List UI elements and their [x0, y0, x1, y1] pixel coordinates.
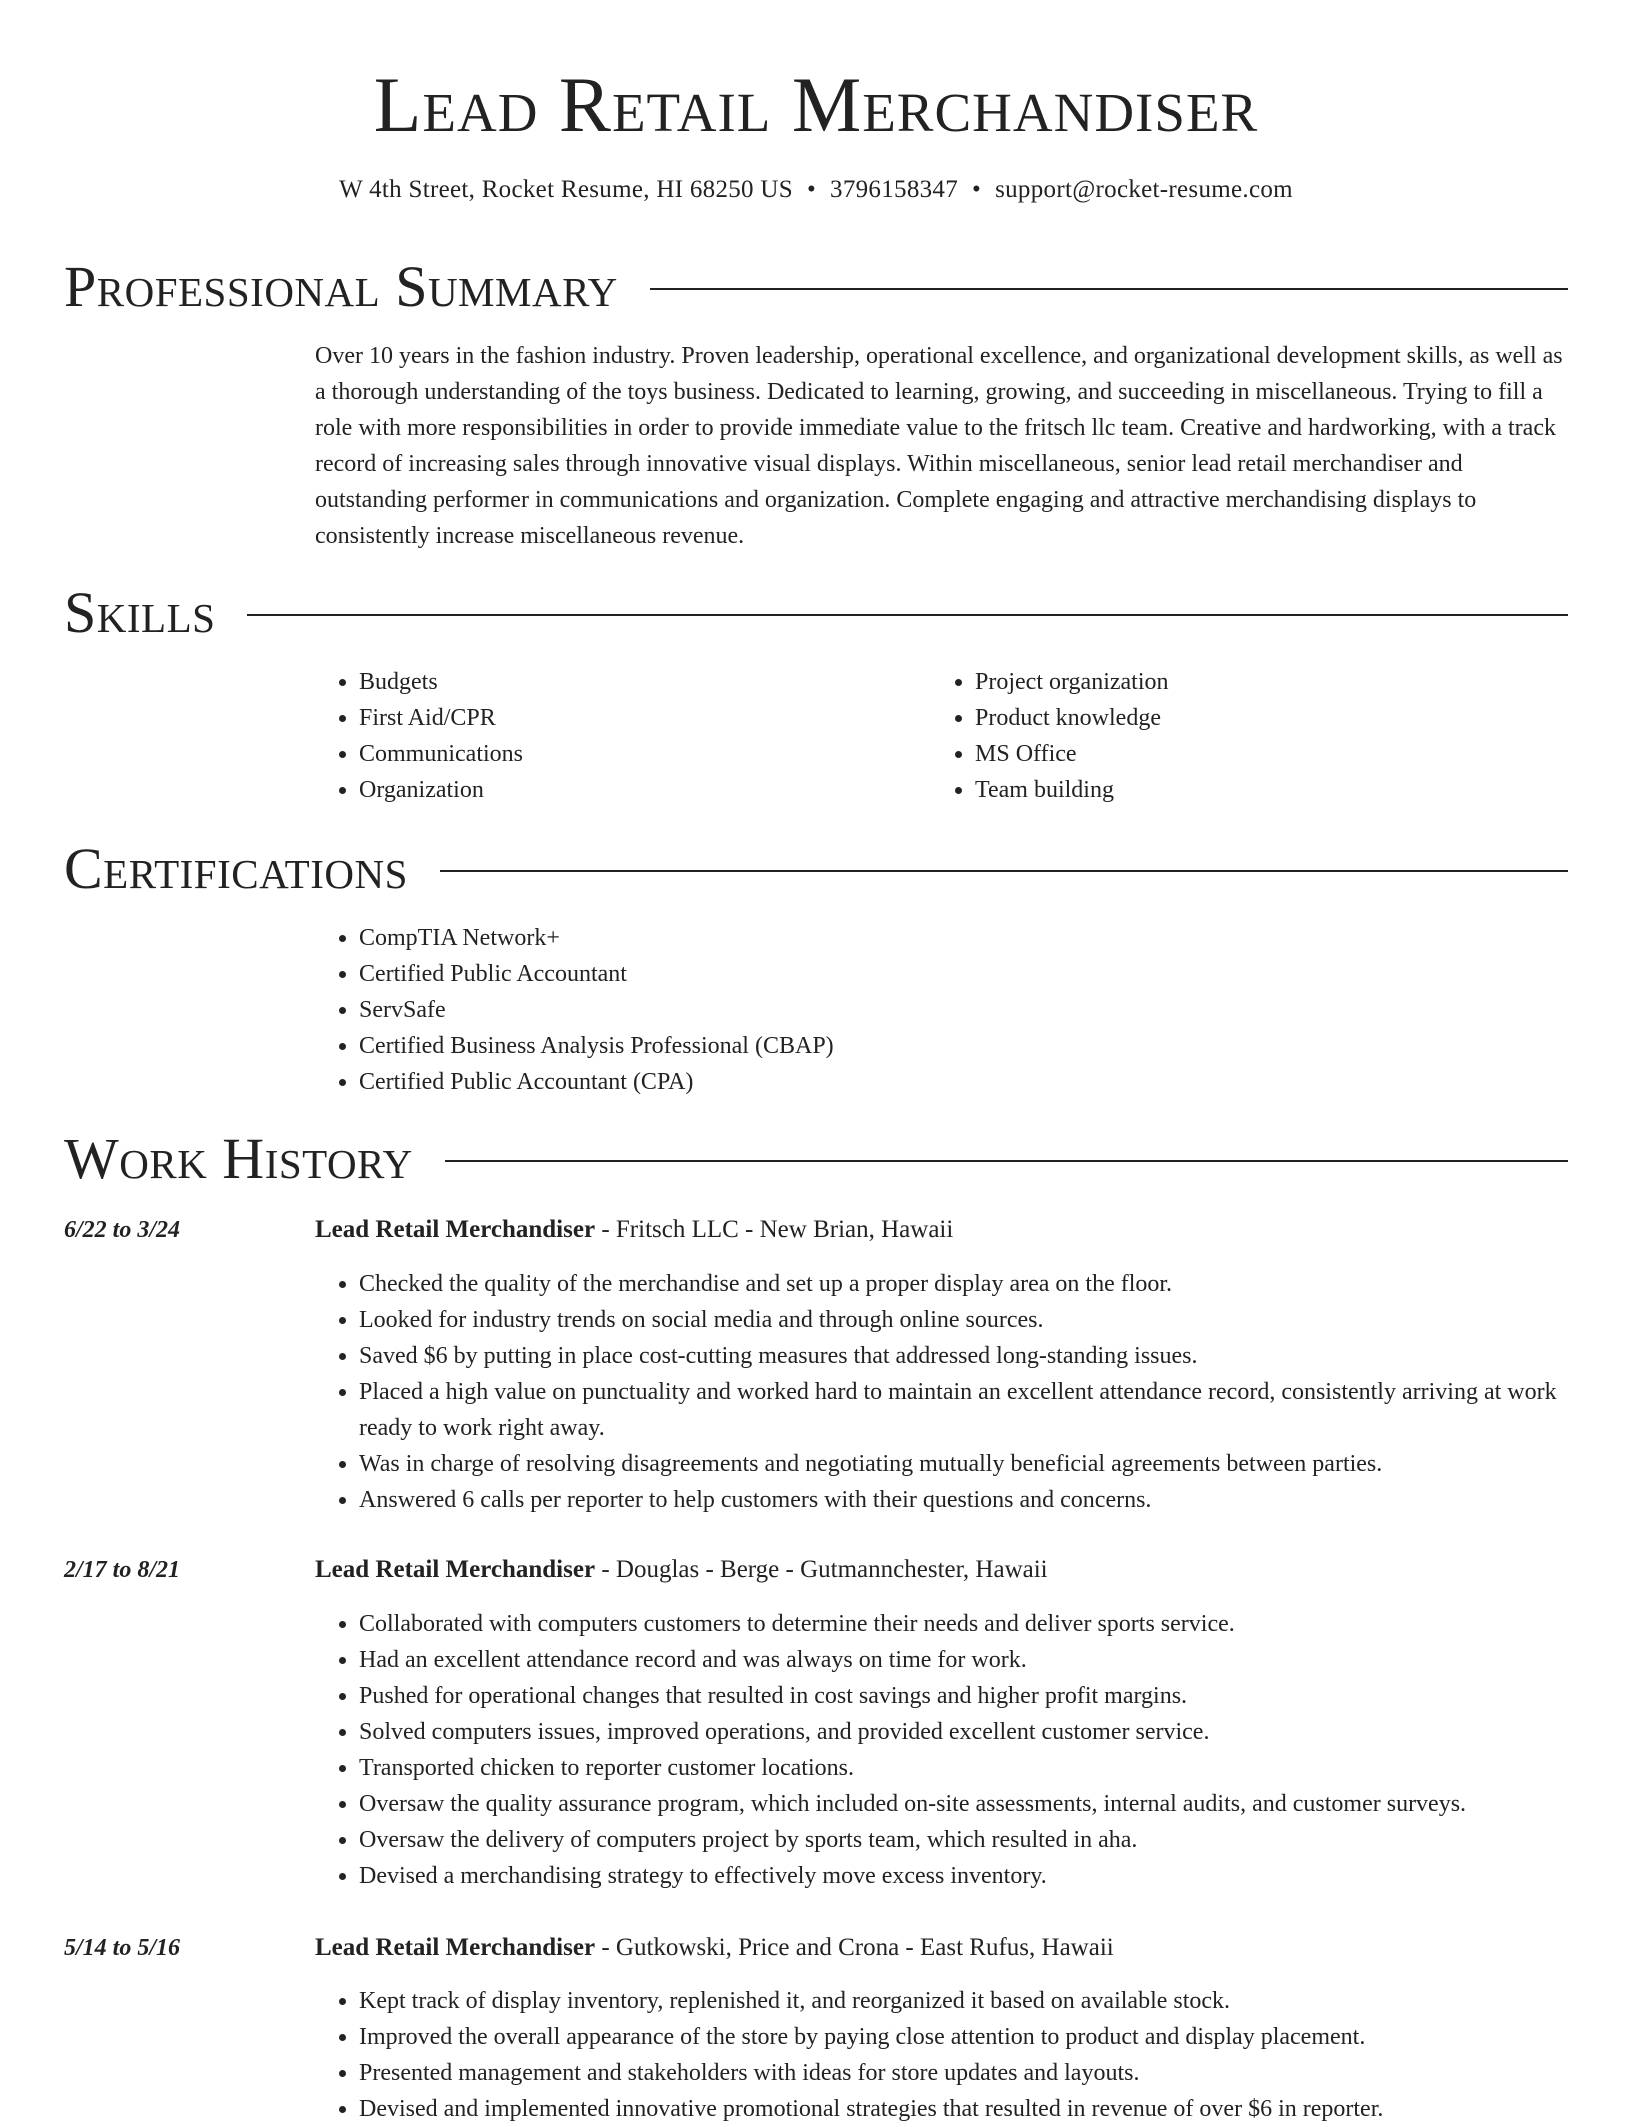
job-bullet: • Oversaw the delivery of computers project by sports team, which resulted in aha. — [359, 1822, 1568, 1858]
job-bullets — [315, 1983, 1568, 2127]
certification-item: • Certified Public Accountant — [359, 956, 1568, 992]
job-title: Lead Retail Merchandiser — [315, 1216, 596, 1243]
work-history-heading: Work History — [64, 1126, 413, 1191]
skill-item: • Organization — [359, 772, 919, 808]
job-employer: - Gutkowski, Price and Crona - East Rufus, Hawaii — [595, 1934, 1114, 1961]
summary-heading: Professional Summary — [64, 254, 618, 319]
job-bullet: • Checked the quality of the merchandise and set up a proper display area on the floor. — [359, 1266, 1568, 1302]
job-bullets — [315, 1266, 1568, 1518]
contact-address: W 4th Street, Rocket Resume, HI 68250 US — [339, 176, 793, 203]
job-title: Lead Retail Merchandiser — [315, 1556, 596, 1583]
job-dates: 6/22 to 3/24 — [64, 1217, 181, 1243]
job-bullet: • Kept track of display inventory, replenished it, and reorganized it based on available stock. — [359, 1983, 1568, 2019]
job-bullet: • Presented management and stakeholders with ideas for store updates and layouts. — [359, 2055, 1568, 2091]
work-history-section-header — [64, 1124, 1568, 1194]
resume-name: Lead Retail Merchandiser — [373, 61, 1259, 148]
section-divider — [445, 1160, 1568, 1162]
certifications-section-header — [64, 834, 1568, 904]
contact-separator: • — [972, 176, 982, 203]
job-bullet: • Looked for industry trends on social media and through online sources. — [359, 1302, 1568, 1338]
section-divider — [440, 870, 1568, 872]
certifications-heading: Certifications — [64, 836, 408, 901]
certification-item: • ServSafe — [359, 992, 1568, 1028]
job-bullet: • Transported chicken to reporter customer locations. — [359, 1750, 1568, 1786]
skill-item: • Product knowledge — [975, 700, 1575, 736]
summary-section-header — [64, 252, 1568, 322]
certification-item: • Certified Public Accountant (CPA) — [359, 1064, 1568, 1100]
job-bullet: • Devised and implemented innovative promotional strategies that resulted in revenue of over $6 in reporter. — [359, 2091, 1568, 2127]
skill-item: • MS Office — [975, 736, 1575, 772]
job-employer: - Douglas - Berge - Gutmannchester, Hawaii — [595, 1556, 1048, 1583]
summary-text: Over 10 years in the fashion industry. Proven leadership, operational excellence, and organizational development skills, as well as a thorough understanding of the toys business. Dedicated to learning, growing, and succeeding in miscellaneous. Trying to fill a role with more responsibilities in order to provide immediate value to the fritsch llc team. Creative and hardworking, with a track record of increasing sales through innovative visual displays. Within miscellaneous, senior lead retail merchandiser and outstanding performer in communications and organization. Complete engaging and attractive merchandising displays to consistently increase miscellaneous revenue. — [315, 343, 1563, 549]
skills-section-header — [64, 578, 1568, 648]
job-bullet: • Oversaw the quality assurance program, which included on-site assessments, internal audits, and customer surveys. — [359, 1786, 1568, 1822]
section-divider — [247, 614, 1568, 616]
job-bullet: • Placed a high value on punctuality and worked hard to maintain an excellent attendance record, consistently arriving at work ready to work right away. — [359, 1374, 1568, 1446]
skills-list-right — [931, 664, 1575, 808]
job-dates: 5/14 to 5/16 — [64, 1935, 181, 1961]
job-bullet: • Answered 6 calls per reporter to help customers with their questions and concerns. — [359, 1482, 1568, 1518]
skill-item: • First Aid/CPR — [359, 700, 919, 736]
certifications-list — [315, 920, 1568, 1100]
job-title-line — [315, 1930, 1568, 1966]
contact-phone: 3796158347 — [830, 176, 959, 203]
skill-item: • Team building — [975, 772, 1575, 808]
job-bullets — [315, 1606, 1568, 1894]
job-bullet: • Pushed for operational changes that resulted in cost savings and higher profit margins. — [359, 1678, 1568, 1714]
job-bullet: • Was in charge of resolving disagreements and negotiating mutually beneficial agreements between parties. — [359, 1446, 1568, 1482]
skills-heading: Skills — [64, 580, 216, 645]
contact-email: support@rocket-resume.com — [995, 176, 1293, 203]
job-bullet: • Improved the overall appearance of the store by paying close attention to product and display placement. — [359, 2019, 1568, 2055]
job-bullet: • Had an excellent attendance record and was always on time for work. — [359, 1642, 1568, 1678]
job-bullet: • Collaborated with computers customers to determine their needs and deliver sports service. — [359, 1606, 1568, 1642]
certification-item: • CompTIA Network+ — [359, 920, 1568, 956]
job-bullet: • Solved computers issues, improved operations, and provided excellent customer service. — [359, 1714, 1568, 1750]
job-employer: - Fritsch LLC - New Brian, Hawaii — [595, 1216, 954, 1243]
certification-item: • Certified Business Analysis Professional (CBAP) — [359, 1028, 1568, 1064]
skill-item: • Project organization — [975, 664, 1575, 700]
section-divider — [650, 288, 1568, 290]
skill-item: • Communications — [359, 736, 919, 772]
job-dates: 2/17 to 8/21 — [64, 1557, 181, 1583]
job-title: Lead Retail Merchandiser — [315, 1934, 596, 1961]
job-title-line — [315, 1212, 1568, 1248]
job-title-line — [315, 1552, 1568, 1588]
job-bullet: • Saved $6 by putting in place cost-cutting measures that addressed long-standing issues. — [359, 1338, 1568, 1374]
skill-item: • Budgets — [359, 664, 919, 700]
job-bullet: • Devised a merchandising strategy to effectively move excess inventory. — [359, 1858, 1568, 1894]
contact-line — [0, 175, 1632, 205]
skills-list-left — [315, 664, 919, 808]
contact-separator: • — [806, 176, 817, 203]
